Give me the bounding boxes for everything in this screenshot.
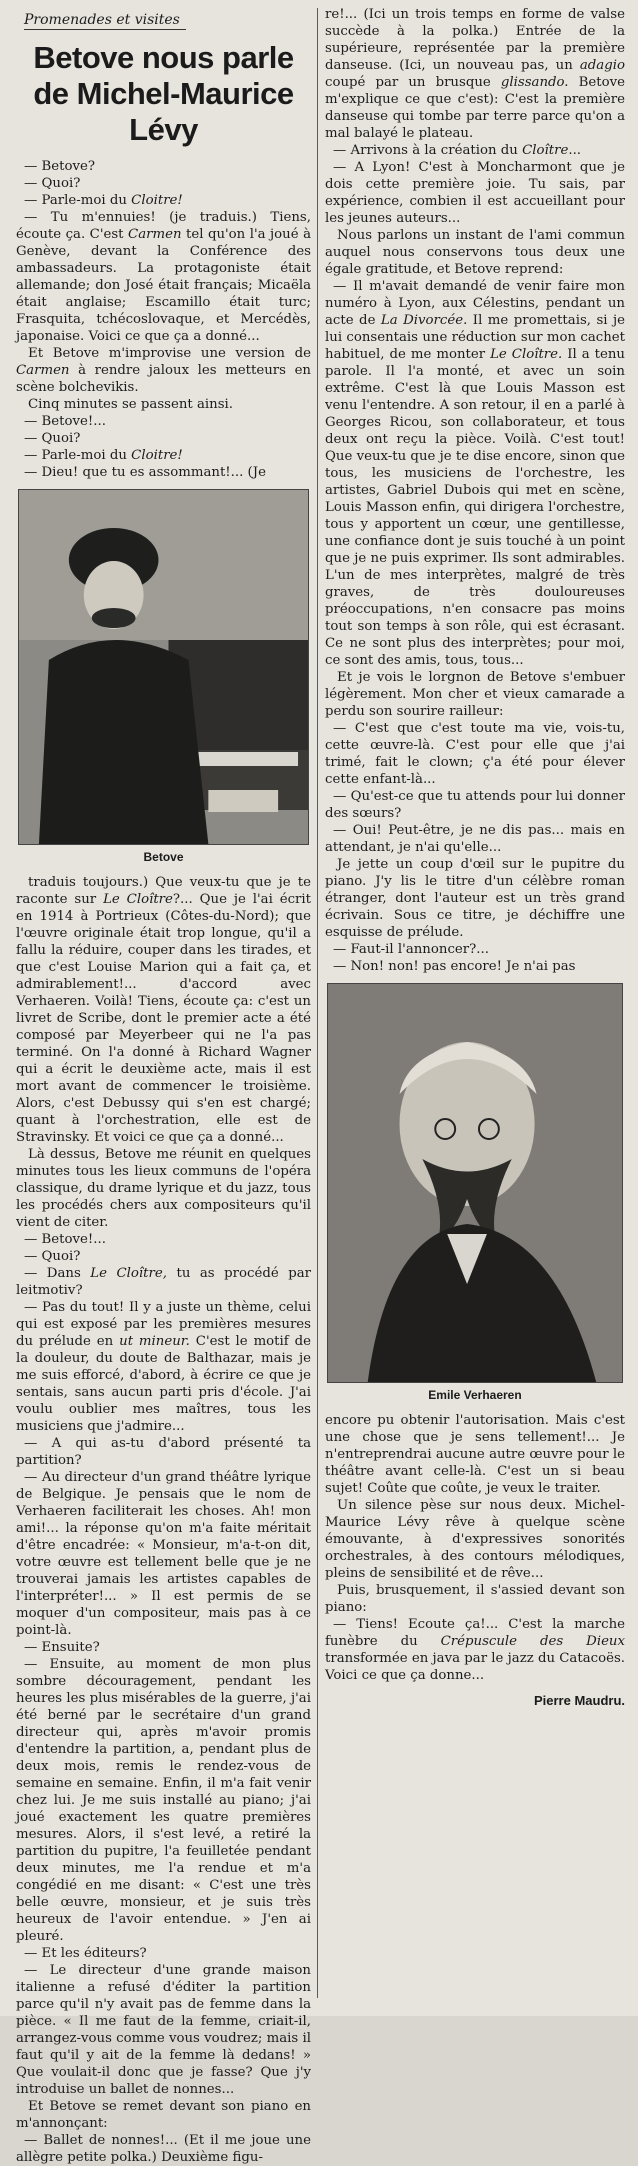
text-run: — Pas du tout! Il y a juste un thème, celui qui est exposé par les premières mesures du prélude en xyxy=(16,1300,311,1349)
paragraph: — Ensuite, au moment de mon plus sombre découragement, pendant les heures les plus misérables de la guerre, j'ai été berné par le secrétaire d'un grand directeur qui, après m'avoir promis d'entendre la partition, a, pendant plus de deux mois, remis le rendez-vous de semaine en semaine. Enfin, il m'a fait venir chez lui. Je me suis installé au piano; j'ai joué exactement les quatre premières mesures. Alors, il s'est levé, a retiré la partition du pupitre, l'a feuilletée pendant deux minutes, me l'a rendue et m'a congédié en me disant: « C'est une très belle œuvre, monsieur, et je suis très heureux de l'avoir entendue. » J'en ai pleuré. xyxy=(16,1657,311,1944)
paragraph xyxy=(16,874,311,1146)
paragraph: — Qu'est-ce que tu attends pour lui donner des sœurs? xyxy=(325,789,625,821)
text-run: tu as procédé par leitmotiv? xyxy=(16,1266,311,1298)
paragraph: — Dieu! que tu es assommant!... (Je xyxy=(24,465,266,480)
text-run: — Il m'avait demandé de venir faire mon numéro à Lyon, aux Célestins, pendant un acte de xyxy=(325,279,625,328)
paragraph: Nous parlons un instant de l'ami commun auquel nous conservons tous deux une égale gratitude, et Betove reprend: xyxy=(325,228,625,277)
text-run: re!... (Ici un trois temps en forme de valse succède à la polka.) Entrée de la supérieure, représentée par la première danseuse. (Ici, un nouveau pas, un xyxy=(325,7,625,73)
paragraph: Je jette un coup d'œil sur le pupitre du piano. J'y lis le titre d'un célèbre roman étranger, dont l'auteur est un très grand écrivain. Sous ce titre, je déchiffre une esquisse de prélude. xyxy=(325,857,625,940)
left-column xyxy=(16,6,311,2165)
paragraph: — C'est que c'est toute ma vie, vois-tu, cette œuvre-là. C'est pour elle que j'ai trimé, fait le clown; ç'a été pour élever cette enfant-là... xyxy=(325,721,625,787)
paragraph: — Quoi? xyxy=(24,431,81,446)
paragraph: — Non! non! pas encore! Je n'ai pas xyxy=(333,959,576,974)
title-italic: Le Cloître xyxy=(103,892,173,907)
paragraph: — Quoi? xyxy=(24,176,81,191)
text-run: tel qu'on l'a joué à Genève, devant la Conférence des ambassadeurs. La protagoniste était allemande; don José était français; Micaëla était anglaise; Escamillo était turc; Frasquita, tchécoslovaque, et Mercédès, japonaise. Voici ce que ça a donné... xyxy=(16,227,311,344)
text-run: Il me promettais, si je lui consentais une réduction sur mon cachet habituel, de me monter xyxy=(325,313,625,362)
title-italic: Cloître xyxy=(522,143,569,158)
paragraph: encore pu obtenir l'autorisation. Mais c'est une chose que je sens tellement!... Je n'entreprendrai aucune autre œuvre pour le théâtre avant celle-là. C'est un si beau sujet! Coûte que coûte, je veux le traiter. xyxy=(325,1413,625,1496)
paragraph: Là dessus, Betove me réunit en quelques minutes tous les lieux communs de l'opéra classique, du drame lyrique et du jazz, tous les procédés chers aux compositeurs qu'il vient de citer. xyxy=(16,1147,311,1230)
verhaeren-caption: Emile Verhaeren xyxy=(428,1388,522,1402)
title-italic: Crépuscule des Dieux xyxy=(440,1634,625,1649)
text-run: C'est le motif de la douleur, du doute de Balthazar, mais je me suis efforcé, d'abord, à écrire ce que je sentais, sans aucun parti pris d'école. J'ai voulu oublier mes maîtres, tous les musiciens que j'admire... xyxy=(16,1334,311,1434)
paragraph: — Ballet de nonnes!... (Et il me joue une allègre petite polka.) Deuxième figu- xyxy=(16,2133,311,2165)
paragraph: Et je vois le lorgnon de Betove s'embuer légèrement. Mon cher et vieux camarade a perdu son sourire railleur: xyxy=(325,670,625,719)
paragraph xyxy=(16,447,311,464)
author-signature: Pierre Maudru. xyxy=(533,1693,625,1708)
headline-line-2: de Michel-Maurice Lévy xyxy=(33,76,294,147)
paragraph: — Quoi? xyxy=(24,1249,81,1264)
paragraph: — Betove!... xyxy=(24,1232,106,1247)
paragraph xyxy=(325,6,625,142)
title-italic: Le Cloître. xyxy=(490,347,563,362)
text-run: ... xyxy=(568,143,582,158)
verhaeren-photo-illustration xyxy=(328,984,622,1382)
paragraph: — Betove!... xyxy=(24,414,106,429)
text-run: Betove m'explique ce que c'est): C'est la première danseuse qui tombe par terre parce qu'on a mal balayé le plateau. xyxy=(325,75,625,141)
text-run: — Tiens! Ecoute ça!... C'est la marche funèbre du xyxy=(325,1617,625,1649)
text-run: — Parle-moi du xyxy=(24,448,132,463)
paragraph: — Faut-il l'annoncer?... xyxy=(333,942,489,957)
paragraph: Cinq minutes se passent ainsi. xyxy=(28,397,234,412)
title-italic: ut mineur. xyxy=(119,1334,190,1349)
text-run: coupé par un brusque xyxy=(325,75,501,90)
title-italic: glissando. xyxy=(500,75,569,90)
paragraph: — A qui as-tu d'abord présenté ta partition? xyxy=(16,1436,311,1468)
paragraph xyxy=(16,1265,311,1299)
text-run: — Arrivons à la création du xyxy=(333,143,523,158)
paragraph: — Ensuite? xyxy=(24,1640,100,1655)
paragraph: Et Betove se remet devant son piano en m'annonçant: xyxy=(16,2099,311,2131)
title-italic: Le Cloître, xyxy=(90,1266,167,1281)
betove-caption: Betove xyxy=(143,850,184,864)
paragraph: — Au directeur d'un grand théâtre lyrique de Belgique. Je pensais que le nom de Verhaeren faciliterait les choses. Ah! mon ami!... la réponse qu'on m'a faite méritait d'être encadrée: « Monsieur, m'a-t-on dit, votre œuvre est tellement belle que je ne trouverai jamais les artistes capables de l'interpréter!... » Il est permis de se moquer d'un compositeur, mais pas à ce point-là. xyxy=(16,1470,311,1638)
paragraph xyxy=(325,278,625,669)
paragraph xyxy=(16,192,311,209)
paragraph: Un silence pèse sur nous deux. Michel-Maurice Lévy rêve à quelque scène émouvante, à d'expressives sonorités orchestrales, à des contours mélodiques, pleins de sensibilité et de rêve... xyxy=(325,1498,625,1581)
paragraph: Puis, brusquement, il s'assied devant son piano: xyxy=(325,1583,625,1615)
paragraph xyxy=(16,209,311,345)
text-run: Il a tenu parole. Il l'a monté, et avec un soin extrême. C'est là que Louis Masson est venu l'entendre. A son retour, il en a parlé à Georges Ricou, son collaborateur, et tous deux ont reçu la pièce. Voilà. C'est tout! Que veux-tu que je te dise encore, sinon que tous, les musiciens de l'orchestre, les artistes, Gabriel Dubois qui met en scène, Louis Masson enfin, qui dirigera l'orchestre, tous y apportent un cœur, une gentillesse, une confiance dont je suis touché à un point que je ne puis exprimer. Ils sont admirables. L'un de mes interprètes, malgré de très graves, de très douloureuses préoccupations, n'en consacre pas moins tout son temps à son rôle, qui est écrasant. Ce ne sont plus des interprètes; pour moi, ce sont des amis, tous, tous... xyxy=(325,347,625,668)
section-rubric: Promenades et visites xyxy=(24,12,186,30)
title-italic: Cloitre! xyxy=(131,193,183,208)
title-italic: Carmen xyxy=(128,227,182,242)
paragraph: — Betove? xyxy=(24,159,96,174)
text-run: à rendre jaloux les metteurs en scène bolchevikis. xyxy=(16,363,311,395)
headline xyxy=(16,40,311,148)
text-run: traduis toujours.) Que veux-tu que je te raconte sur xyxy=(16,875,311,907)
betove-photo-illustration xyxy=(19,490,308,844)
paragraph: — Le directeur d'une grande maison italienne a refusé d'éditer la partition parce qu'il n'y avait pas de femme dans la pièce. « Il me faut de la femme, criait-il, arrangez-vous comme vous voudrez; mais il faut qu'il y ait de la femme là dedans! » Que voulait-il donc que je fasse? Que j'y introduise un ballet de nonnes... xyxy=(16,1963,311,2097)
right-column xyxy=(325,6,625,2006)
title-italic: Cloitre! xyxy=(131,448,183,463)
paragraph: — Et les éditeurs? xyxy=(24,1946,147,1961)
text-run: transformée en java par le jazz du Catacoës. Voici ce que ça donne... xyxy=(325,1651,625,1683)
text-run: — Tu m'ennuies! (je traduis.) Tiens, écoute ça. C'est xyxy=(16,210,311,242)
paragraph xyxy=(325,142,625,159)
paragraph xyxy=(16,1299,311,1435)
text-run: — Dans xyxy=(24,1266,91,1281)
text-run: Et Betove m'improvise une version de xyxy=(28,346,311,361)
text-run: — Parle-moi du xyxy=(24,193,132,208)
paragraph xyxy=(16,345,311,396)
text-run: ?... Que je l'ai écrit en 1914 à Portrieux (Côtes-du-Nord); que l'œuvre originale était trop longue, qu'il a fallu la réduire, couper dans les tirades, et que c'est Louise Marion qui a fait ça, et admirablement!... d'accord avec Verhaeren. Voilà! Tiens, écoute ça: c'est un livret de Scribe, dont le premier acte a été composé par Meyerbeer qui ne l'a pas terminé. On l'a donné à Richard Wagner qui a écrit le deuxième acte, mais il est mort avant de commencer le troisième. Alors, c'est Debussy qui s'en est chargé; quant à l'orchestration, elle est de Stravinsky. Et voici ce que ça a donné... xyxy=(16,892,311,1145)
paragraph: — Oui! Peut-être, je ne dis pas... mais en attendant, je n'ai qu'elle... xyxy=(325,823,625,855)
verhaeren-photo xyxy=(327,983,623,1383)
betove-photo xyxy=(18,489,309,845)
headline-line-1: Betove nous parle xyxy=(33,40,294,75)
column-rule xyxy=(317,8,318,1998)
title-italic: Carmen xyxy=(16,363,70,378)
paragraph xyxy=(325,1616,625,1684)
paragraph: — A Lyon! C'est à Moncharmont que je dois cette première joie. Tu sais, par expérience, combien il est accueillant pour les jeunes auteurs... xyxy=(325,160,625,226)
title-italic: La Divorcée. xyxy=(380,313,468,328)
title-italic: adagio xyxy=(579,58,625,73)
